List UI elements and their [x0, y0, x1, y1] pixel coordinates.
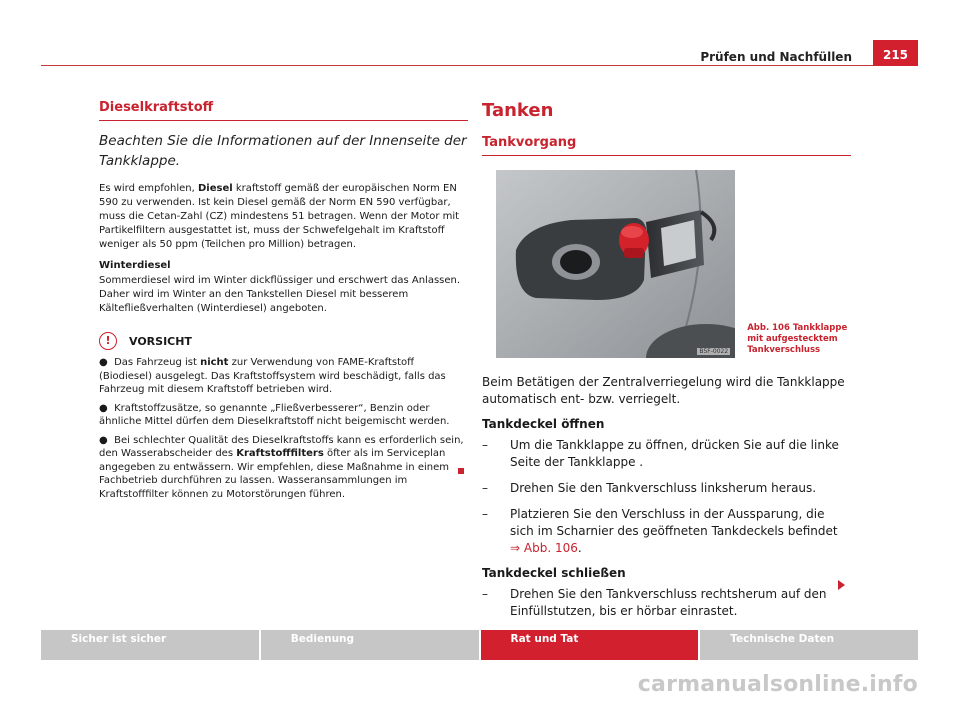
- tab-rat-und-tat[interactable]: Rat und Tat: [481, 630, 699, 660]
- paragraph-diesel-norm: [99, 182, 468, 252]
- paragraph-central-locking: Beim Betätigen der Zentralverriegelung wird die Tankklappe automatisch ent- bzw. verriegelt.: [482, 375, 845, 406]
- warning-bullet-3: [99, 434, 468, 502]
- section-heading-diesel: Dieselkraftstoff: [99, 100, 468, 121]
- watermark: carmanualsonline.info: [637, 672, 918, 697]
- continue-arrow-icon[interactable]: [838, 580, 845, 590]
- figure-code: B5F-0022: [699, 348, 729, 355]
- text: Kraftstoffzusätze, so genannte „Fließverbesserer“, Benzin oder ähnliche Mittel dürfen dem Dieselkraftstoff nicht beigemischt werden.: [99, 402, 450, 427]
- section-end-marker: [458, 468, 464, 474]
- section-heading-tankvorgang: Tankvorgang: [482, 135, 851, 156]
- step-1: [482, 437, 851, 471]
- header-rule: [41, 65, 918, 66]
- exclamation-icon: !: [99, 332, 117, 350]
- emphasis: Diesel: [197, 183, 233, 194]
- bullet-icon: ●: [99, 357, 108, 368]
- step-text: [510, 506, 851, 557]
- bullet-icon: ●: [99, 434, 108, 446]
- intro-note: Beachten Sie die Informationen auf der Innenseite der Tankklappe.: [99, 133, 467, 169]
- running-title: Prüfen und Nachfüllen: [700, 50, 852, 64]
- step-text: Drehen Sie den Tankverschluss linksherum heraus.: [510, 481, 817, 495]
- text: Platzieren Sie den Verschluss in der Aussparung, die sich im Scharnier des geöffneten Tankdeckels befindet: [510, 507, 838, 538]
- page-number: 215: [873, 40, 918, 66]
- step-text: Um die Tankklappe zu öffnen, drücken Sie auf die linke Seite der Tankklappe .: [510, 438, 839, 469]
- tab-bedienung[interactable]: Bedienung: [261, 630, 479, 660]
- warning-header: [99, 332, 468, 350]
- fuel-flap-photo: [496, 170, 735, 358]
- chapter-title: Tanken: [482, 100, 554, 121]
- text: .: [577, 541, 582, 555]
- tab-technische-daten[interactable]: Technische Daten: [700, 630, 918, 660]
- text: zur Verwendung von FAME-Kraftstoff (Biodiesel) ausgelegt. Das Kraftstoffsystem wird beschädigt, falls das Fahrzeug mit diesem Kraftstoff betrieben wird.: [99, 357, 446, 395]
- text: Das Fahrzeug ist: [114, 357, 201, 368]
- dash-marker: –: [482, 507, 488, 521]
- left-column: [99, 100, 468, 506]
- footer-nav: [41, 630, 918, 660]
- dash-marker: –: [482, 481, 488, 495]
- dash-marker: –: [482, 587, 488, 601]
- tab-sicher-ist-sicher[interactable]: Sicher ist sicher: [41, 630, 259, 660]
- step-3: [482, 506, 851, 557]
- warning-bullet-1: [99, 356, 468, 397]
- text: öfter als im Serviceplan angegeben zu entwässern. Wir empfehlen, diese Maßnahme in einem Fachbetrieb durchführen zu lassen. Wasseransammlungen im Kraftstofffilter können zu Motorstörungen führen.: [99, 448, 449, 500]
- figure-reference-link[interactable]: ⇒ Abb. 106: [510, 541, 578, 555]
- warning-bullet-2: [99, 402, 468, 429]
- subheading-open-cap: Tankdeckel öffnen: [482, 417, 605, 431]
- emphasis: nicht: [200, 357, 229, 368]
- text: kraftstoff gemäß der europäischen Norm EN 590 zu verwenden. Ist kein Diesel gemäß der Norm EN 590 verfügbar, muss die Cetan-Zahl (CZ) mindestens 51 betragen. Wenn der Motor mit Partikelfiltern ausgestattet ist, muss der Schwefelgehalt im Kraftstoff weniger als 50 ppm (Teilchen pro Million) betragen.: [99, 183, 460, 250]
- figure-caption: Abb. 106 Tankklappe mit aufgestecktem Tankverschluss: [747, 323, 848, 355]
- right-column: [482, 100, 851, 629]
- step-text: Drehen Sie den Tankverschluss rechtsherum auf den Einfüllstutzen, bis er hörbar einrastet.: [510, 587, 827, 618]
- step-4: [482, 586, 851, 620]
- text: Es wird empfohlen,: [99, 183, 198, 194]
- step-2: [482, 480, 851, 497]
- dash-marker: –: [482, 438, 488, 452]
- subheading-close-cap: Tankdeckel schließen: [482, 566, 626, 580]
- warning-title: VORSICHT: [129, 334, 192, 348]
- emphasis: Kraftstofffilters: [236, 448, 324, 459]
- figure-block: [496, 170, 851, 358]
- fuel-flap-illustration: [496, 170, 735, 358]
- bullet-icon: ●: [99, 402, 108, 414]
- paragraph-winterdiesel: Sommerdiesel wird im Winter dickflüssiger und erschwert das Anlassen. Daher wird im Winter an den Tankstellen Diesel mit besserem Kältefließverhalten (Winterdiesel) angeboten.: [99, 275, 461, 314]
- subheading-winterdiesel: Winterdiesel: [99, 260, 171, 271]
- text: Bei schlechter Qualität des Dieselkraftstoffs kann es erforderlich sein, den Wasserabscheider des: [99, 434, 464, 459]
